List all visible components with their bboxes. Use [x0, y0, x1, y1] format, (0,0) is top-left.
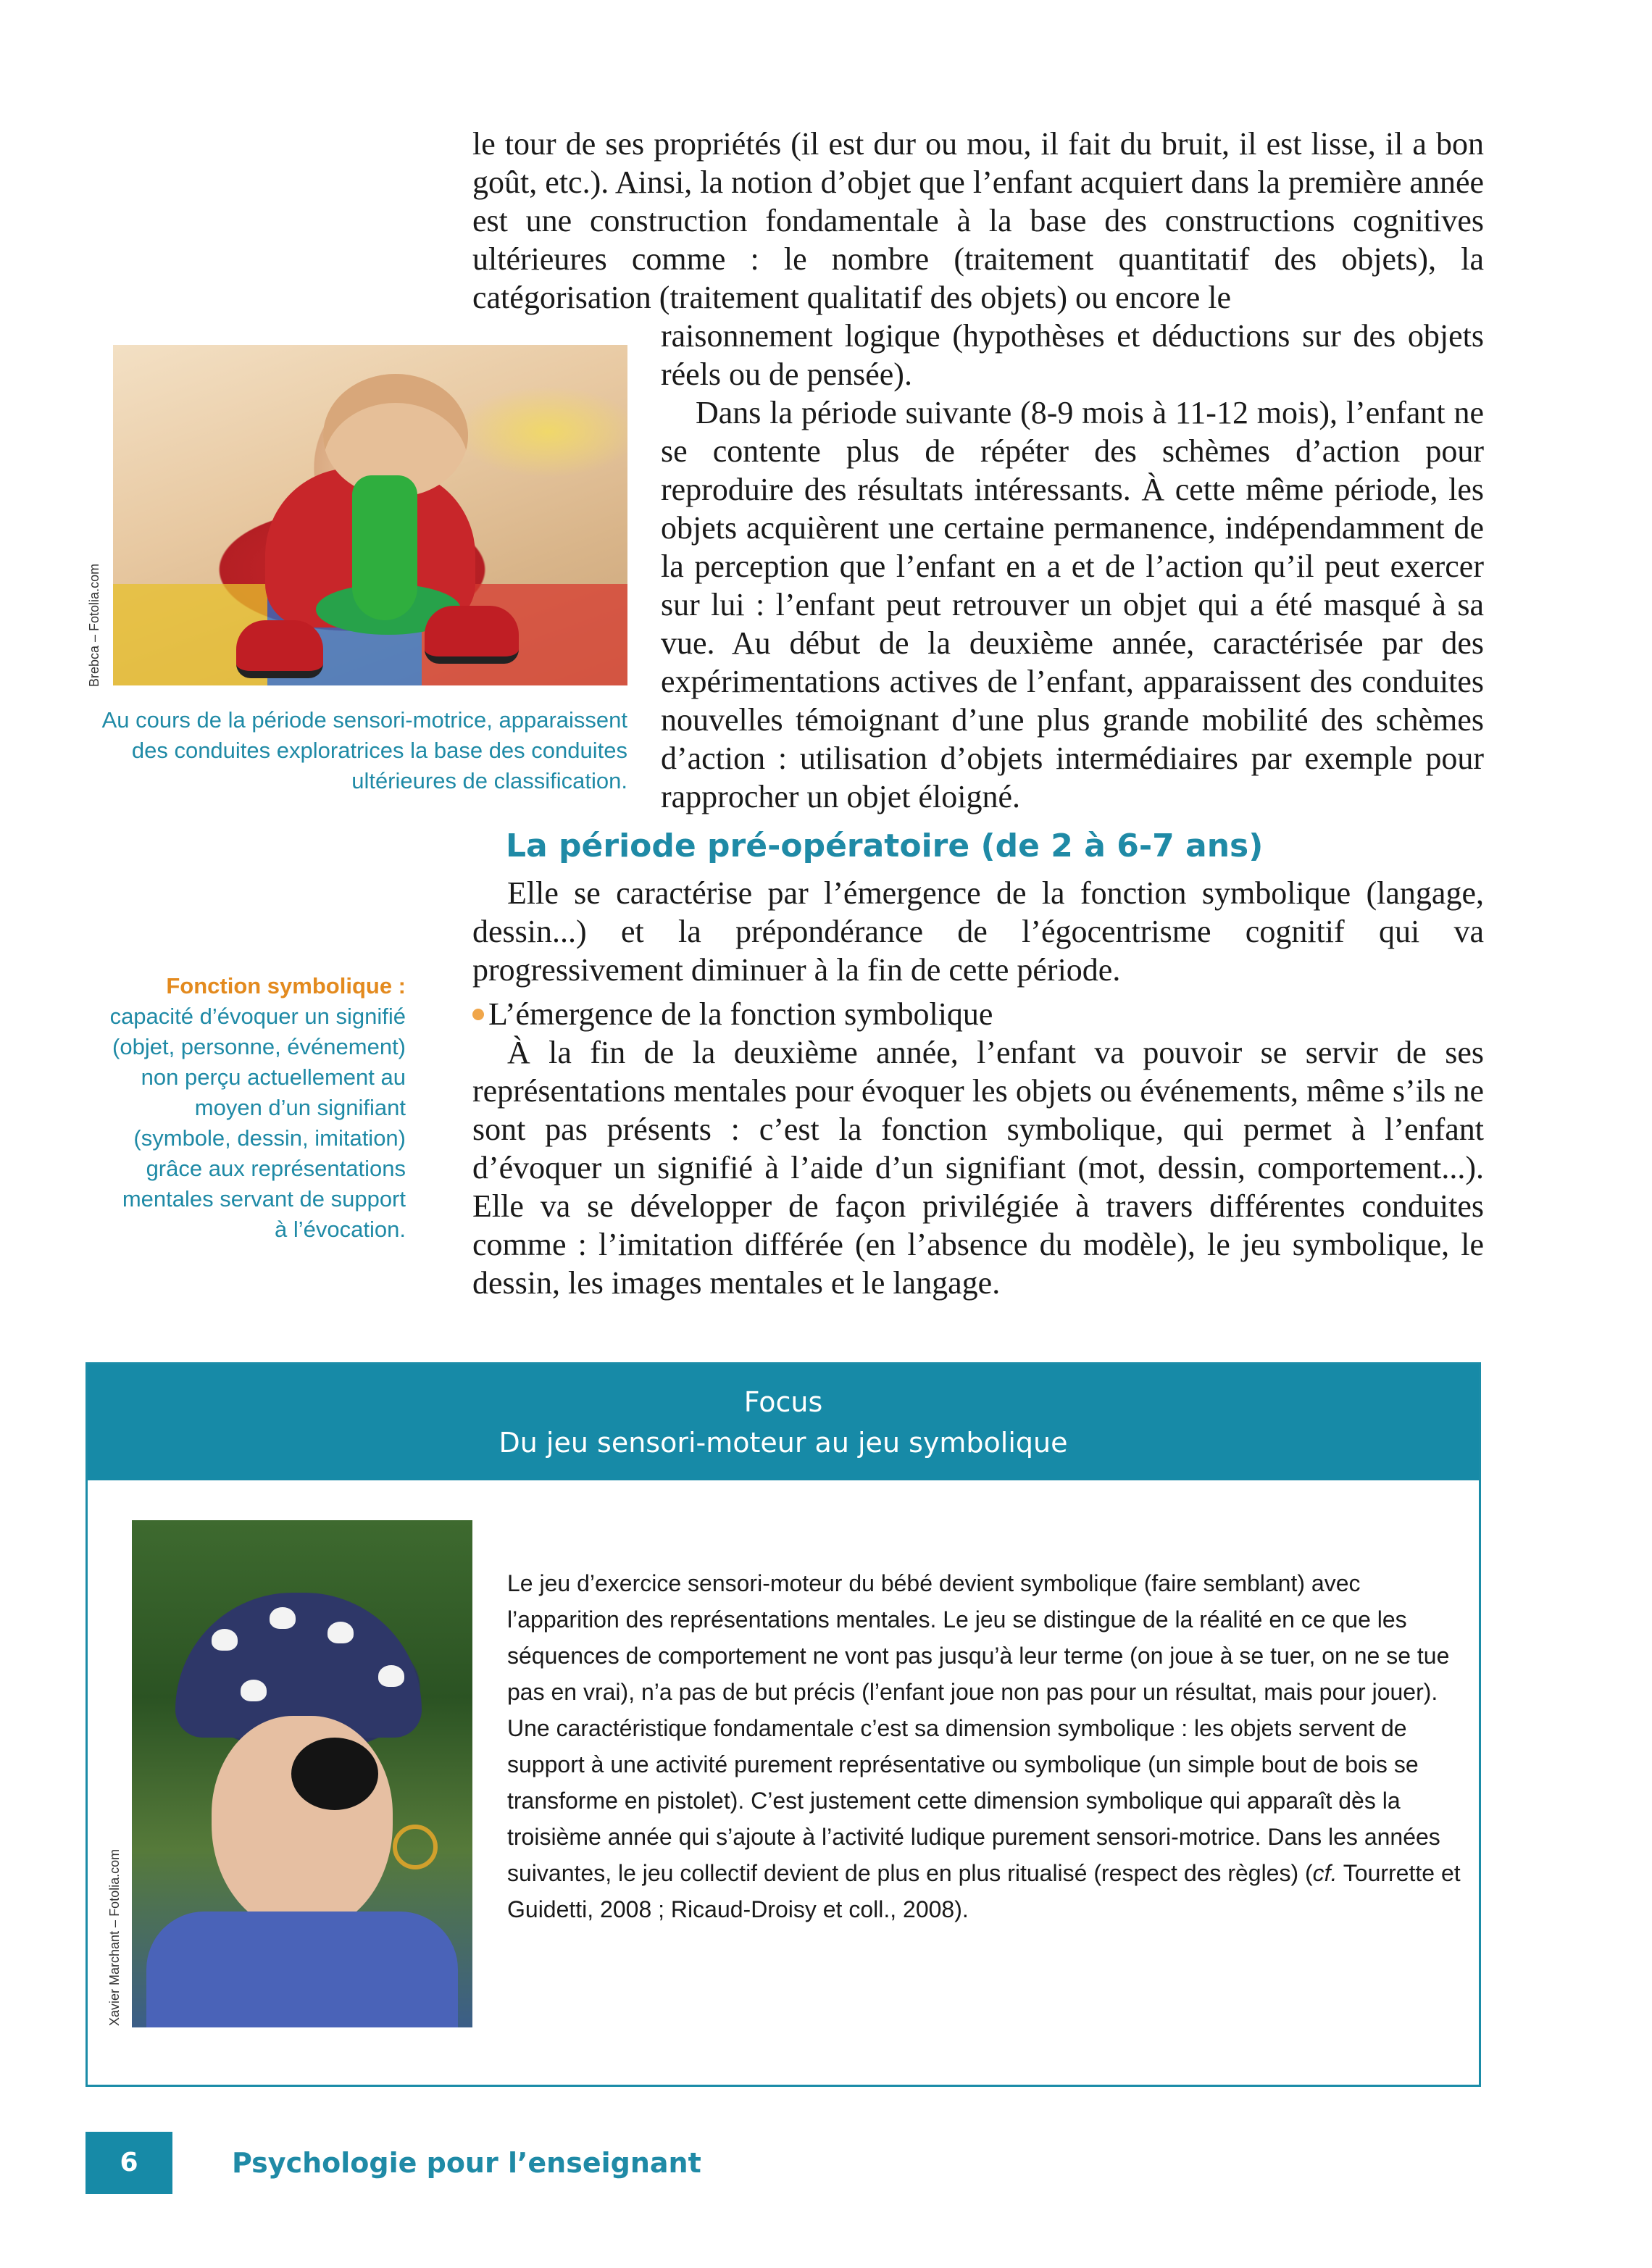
running-title: Psychologie pour l’enseignant: [232, 2147, 701, 2179]
bullet-dot-icon: [472, 1009, 484, 1020]
photo-caption: Au cours de la période sensori-motrice, apparaissent des conduites exploratrices la base des conduites ultérieures de classification.: [101, 707, 627, 793]
focus-text: [507, 1565, 1464, 1927]
bullet-heading-text: L’émergence de la fonction symbolique: [488, 996, 993, 1032]
page-number: 6: [85, 2132, 172, 2194]
photo-child-playing: [113, 345, 627, 685]
photo-credit: Brebca – Fotolia.com: [87, 563, 101, 687]
photo-pirate-child: [132, 1520, 472, 2027]
paragraph-period-8-12: Dans la période suivante (8-9 mois à 11-12 mois), l’enfant ne se contente plus de répéter des schèmes d’action pour reproduire des résultats intéressants. À cette même période, les objets acquièrent une certaine permanence, indépendamment de la perception que l’enfant en a et de l’action qu’il peut exercer sur lui : l’enfant peut retrouver un objet qui a été masqué à sa vue. Au début de la deuxième année, caractérisée par des expérimentations actives de l’enfant, apparaissent des conduites nouvelles témoignant d’une plus grande mobilité des schèmes d’action : utilisation d’objets intermédiaires par exemple pour rapprocher un objet éloigné.: [661, 395, 1484, 814]
top-paragraph-continuation: raisonnement logique (hypothèses et déductions sur des objets réels ou de pensée).: [661, 318, 1484, 392]
top-paragraph: le tour de ses propriétés (il est dur ou mou, il fait du bruit, il est lisse, il a bon goût, etc.). Ainsi, la notion d’objet que l’enfant acquiert dans la première année est une construction fondamentale à la base des constructions cognitives ultérieures comme : le nombre (traitement quantitatif des objets), la catégorisation (traitement qualitatif des objets) ou encore le: [472, 126, 1484, 315]
definition-text: capacité d’évoquer un signifié (objet, personne, événement) non perçu actuellement au moyen d’un signifiant (symbole, dessin, imitation) grâce aux représentations mentales servant de support à l’évocation.: [109, 1004, 406, 1242]
bullet-heading: [472, 995, 1484, 1033]
focus-title: Du jeu sensori-moteur au jeu symbolique: [498, 1427, 1068, 1459]
definition-box: [109, 971, 406, 1245]
definition-term: Fonction symbolique :: [166, 973, 406, 998]
focus-label: Focus: [743, 1386, 823, 1418]
focus-text-refs: Tourrette et Guidetti, 2008 ; Ricaud-Droisy et coll., 2008).: [507, 1860, 1461, 1922]
focus-photo-credit: Xavier Marchant – Fotolia.com: [107, 1848, 122, 2026]
section-title: La période pré-opératoire (de 2 à 6-7 ans): [506, 827, 1264, 864]
focus-banner: [88, 1364, 1479, 1480]
bullet-paragraph: À la fin de la deuxième année, l’enfant va pouvoir se servir de ses représentations mentales pour évoquer les objets ou événements, même s’ils ne sont pas présents : c’est la fonction symbolique, qui permet à l’enfant d’évoquer un signifié à l’aide d’un signifiant (mot, dessin, comportement...). Elle va se développer de façon privilégiée à travers différentes conduites comme : l’imitation différée (en l’absence du modèle), le jeu symbolique, le dessin, les images mentales et le langage.: [472, 1035, 1484, 1301]
focus-text-cf: cf.: [1312, 1860, 1338, 1886]
section-intro: Elle se caractérise par l’émergence de la fonction symbolique (langage, dessin...) et la prépondérance de l’égocentrisme cognitif qui va progressivement diminuer à la fin de cette période.: [472, 875, 1484, 988]
focus-text-main: Le jeu d’exercice sensori-moteur du bébé devient symbolique (faire semblant) avec l’apparition des représentations mentales. Le jeu se distingue de la réalité en ce que les séquences de comportement ne vont pas jusqu’à leur terme (on joue à se tuer, on ne se tue pas en vrai), n’a pas de but précis (l’enfant joue non pas pour un résultat, mais pour jouer). Une caractéristique fondamentale c’est sa dimension symbolique : les objets servent de support à une activité purement représentative ou symbolique (un simple bout de bois se transforme en pistolet). C’est justement cette dimension symbolique qui apparaît dès la troisième année qui s’ajoute à l’activité ludique purement sensori-motrice. Dans les années suivantes, le jeu collectif devient de plus en plus ritualisé (respect des règles) (: [507, 1570, 1450, 1886]
